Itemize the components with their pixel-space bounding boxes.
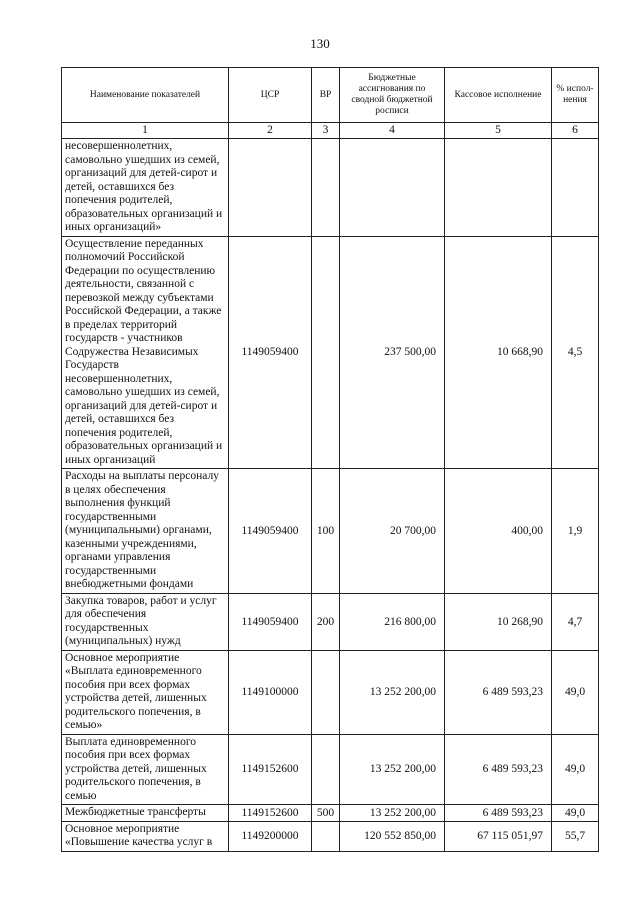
row-budget: 13 252 200,00	[340, 805, 445, 822]
row-budget	[340, 139, 445, 237]
row-cash: 10 668,90	[445, 236, 552, 469]
table-row	[62, 650, 599, 734]
row-cash: 67 115 051,97	[445, 821, 552, 851]
row-cash: 6 489 593,23	[445, 650, 552, 734]
table-row	[62, 469, 599, 594]
row-csr: 1149059400	[229, 236, 312, 469]
row-name: Межбюджетные трансферты	[62, 805, 229, 822]
row-csr: 1149152600	[229, 734, 312, 805]
header-cash: Кассовое исполнение	[445, 68, 552, 123]
header-row	[62, 68, 599, 123]
row-name: Основное мероприятие «Выплата единовременного пособия при всех формах устройства детей, лишенных родительского попечения, в семью»	[62, 650, 229, 734]
row-cash	[445, 139, 552, 237]
page-number: 130	[310, 36, 330, 51]
column-number: 2	[229, 123, 312, 139]
row-vr	[312, 236, 340, 469]
header-pct: % испол- нения	[552, 68, 599, 123]
table-row	[62, 139, 599, 237]
row-vr: 500	[312, 805, 340, 822]
row-csr	[229, 139, 312, 237]
row-name: Осуществление переданных полномочий Российской Федерации по осуществлению деятельности, связанной с перевозкой между субъектами Российской Федерации, а также в пределах территорий государств - участников Содружества Независимых Государств несовершеннолетних, самовольно ушедших из семей, организаций для детей-сирот и детей, оставшихся без попечения родителей, образовательных организаций и иных организаций	[62, 236, 229, 469]
row-vr: 100	[312, 469, 340, 594]
table-row	[62, 805, 599, 822]
row-pct: 4,7	[552, 593, 599, 650]
row-pct: 4,5	[552, 236, 599, 469]
table-row	[62, 734, 599, 805]
row-pct: 1,9	[552, 469, 599, 594]
row-csr: 1149200000	[229, 821, 312, 851]
row-name: Основное мероприятие «Повышение качества услуг в	[62, 821, 229, 851]
row-pct: 49,0	[552, 734, 599, 805]
header-name: Наименование показателей	[62, 68, 229, 123]
row-csr: 1149100000	[229, 650, 312, 734]
row-cash: 400,00	[445, 469, 552, 594]
row-budget: 13 252 200,00	[340, 650, 445, 734]
row-name: Расходы на выплаты персоналу в целях обеспечения выполнения функций государственными (муниципальными) органами, казенными учреждениями, органами управления государственными внебюджетными фондами	[62, 469, 229, 594]
row-budget: 120 552 850,00	[340, 821, 445, 851]
row-vr	[312, 734, 340, 805]
column-number: 6	[552, 123, 599, 139]
row-vr	[312, 821, 340, 851]
row-pct: 55,7	[552, 821, 599, 851]
row-budget: 20 700,00	[340, 469, 445, 594]
row-cash: 6 489 593,23	[445, 805, 552, 822]
row-csr: 1149152600	[229, 805, 312, 822]
row-pct	[552, 139, 599, 237]
column-number: 5	[445, 123, 552, 139]
header-budget: Бюджетные ассигнования по сводной бюджетной росписи	[340, 68, 445, 123]
column-number: 4	[340, 123, 445, 139]
row-vr	[312, 139, 340, 237]
row-pct: 49,0	[552, 805, 599, 822]
table-row	[62, 236, 599, 469]
header-vr: ВР	[312, 68, 340, 123]
row-csr: 1149059400	[229, 593, 312, 650]
budget-execution-table	[61, 67, 599, 852]
header-csr: ЦСР	[229, 68, 312, 123]
column-number: 1	[62, 123, 229, 139]
row-name: Закупка товаров, работ и услуг для обеспечения государственных (муниципальных) нужд	[62, 593, 229, 650]
row-cash: 6 489 593,23	[445, 734, 552, 805]
column-numbers-row	[62, 123, 599, 139]
row-name: несовершеннолетних, самовольно ушедших из семей, организаций для детей-сирот и детей, оставшихся без попечения родителей, образовательных организаций и иных организаций»	[62, 139, 229, 237]
row-pct: 49,0	[552, 650, 599, 734]
table-row	[62, 593, 599, 650]
table-row	[62, 821, 599, 851]
row-cash: 10 268,90	[445, 593, 552, 650]
row-csr: 1149059400	[229, 469, 312, 594]
row-name: Выплата единовременного пособия при всех формах устройства детей, лишенных родительского попечения, в семью	[62, 734, 229, 805]
row-vr	[312, 650, 340, 734]
row-budget: 216 800,00	[340, 593, 445, 650]
column-number: 3	[312, 123, 340, 139]
row-budget: 13 252 200,00	[340, 734, 445, 805]
row-budget: 237 500,00	[340, 236, 445, 469]
row-vr: 200	[312, 593, 340, 650]
